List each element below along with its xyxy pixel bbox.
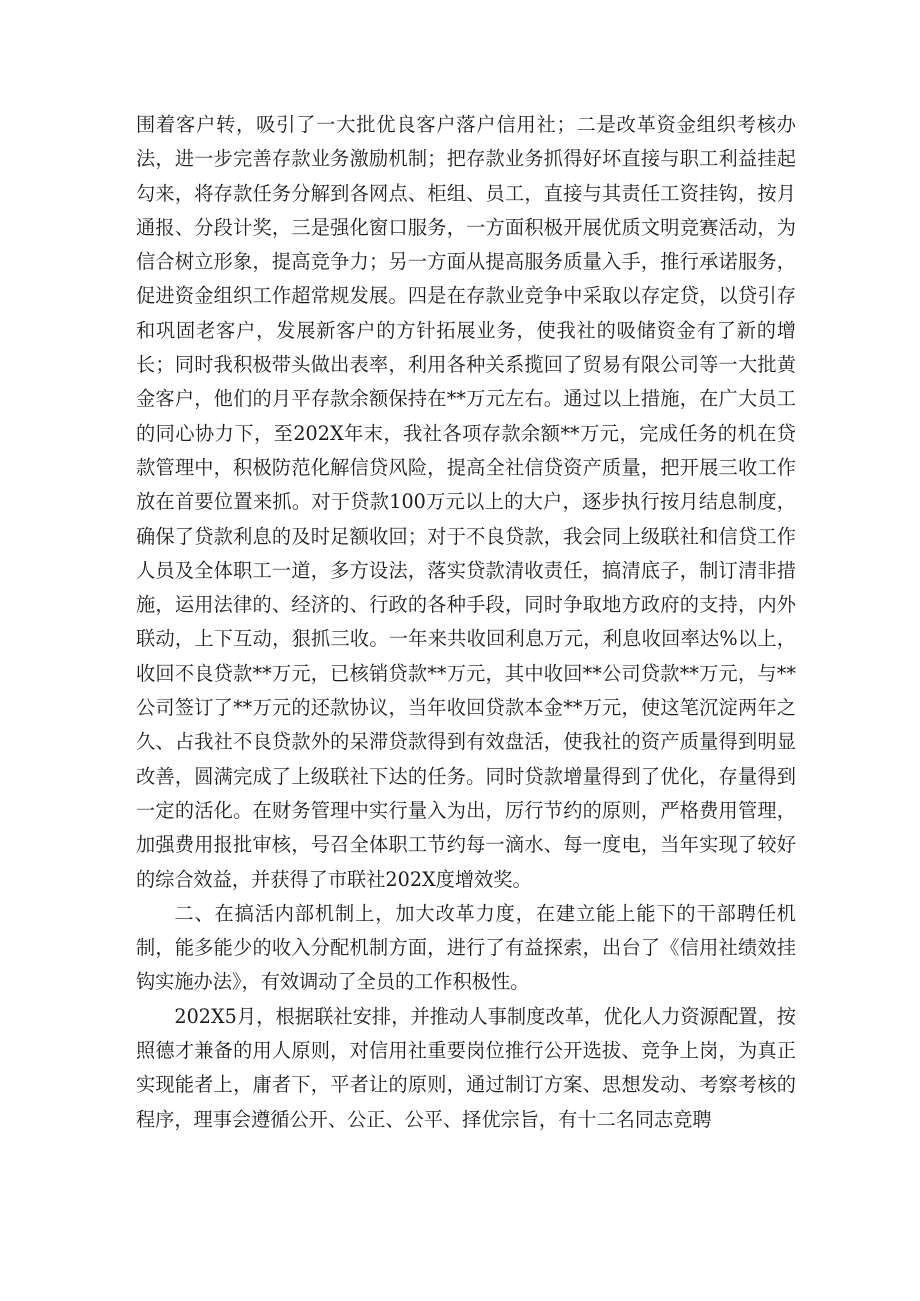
paragraph-3: 202X5月，根据联社安排，并推动人事制度改革，优化人力资源配置，按照德才兼备的用人原则，对信用社重要岗位推行公开选拔、竞争上岗，为真正实现能者上，庸者下，平者让的原则，通过制订方案、思想发动、考察考核的程序，理事会遵循公开、公正、公平、择优宗旨，有十二名同志竞聘 xyxy=(136,1004,796,1131)
paragraph-2: 二、在搞活内部机制上，加大改革力度，在建立能上能下的干部聘任机制，能多能少的收入分配机制方面，进行了有益探索，出台了《信用社绩效挂钩实施办法》，有效调动了全员的工作积极性。 xyxy=(136,901,796,994)
paragraph-1: 围着客户转，吸引了一大批优良客户落户信用社；二是改革资金组织考核办法，进一步完善存款业务激励机制；把存款业务抓得好坏直接与职工利益挂起勾来，将存款任务分解到各网点、柜组、员工，直接与其责任工资挂钩，按月通报、分段计奖，三是强化窗口服务，一方面积极开展优质文明竞赛活动，为信合树立形象，提高竞争力；另一方面从提高服务质量入手，推行承诺服务，促进资金组织工作超常规发展。四是在存款业竞争中采取以存定贷，以贷引存和巩固老客户，发展新客户的方针拓展业务，使我社的吸储资金有了新的增长；同时我积极带头做出表率，利用各种关系揽回了贸易有限公司等一大批黄金客户，他们的月平存款余额保持在**万元左右。通过以上措施，在广大员工的同心协力下，至202X年末，我社各项存款余额**万元，完成任务的机在贷款管理中，积极防范化解信贷风险，提高全社信贷资产质量，把开展三收工作放在首要位置来抓。对于贷款100万元以上的大户，逐步执行按月结息制度，确保了贷款利息的及时足额收回；对于不良贷款，我会同上级联社和信贷工作人员及全体职工一道，多方设法，落实贷款清收责任，搞清底子，制订清非措施，运用法律的、经济的、行政的各种手段，同时争取地方政府的支持，内外联动，上下互动，狠抓三收。一年来共收回利息万元，利息收回率达%以上，收回不良贷款**万元，已核销贷款**万元，其中收回**公司贷款**万元，与**公司签订了**万元的还款协议，当年收回贷款本金**万元，使这笔沉淀两年之久、占我社不良贷款外的呆滞贷款得到有效盘活，使我社的资产质量得到明显改善，圆满完成了上级联社下达的任务。同时贷款增量得到了优化，存量得到一定的活化。在财务管理中实行量入为出，厉行节约的原则，严格费用管理，加强费用报批审核，号召全体职工节约每一滴水、每一度电，当年实现了较好的综合效益，并获得了市联社202X度增效奖。 xyxy=(136,113,796,891)
document-body xyxy=(136,108,796,1137)
